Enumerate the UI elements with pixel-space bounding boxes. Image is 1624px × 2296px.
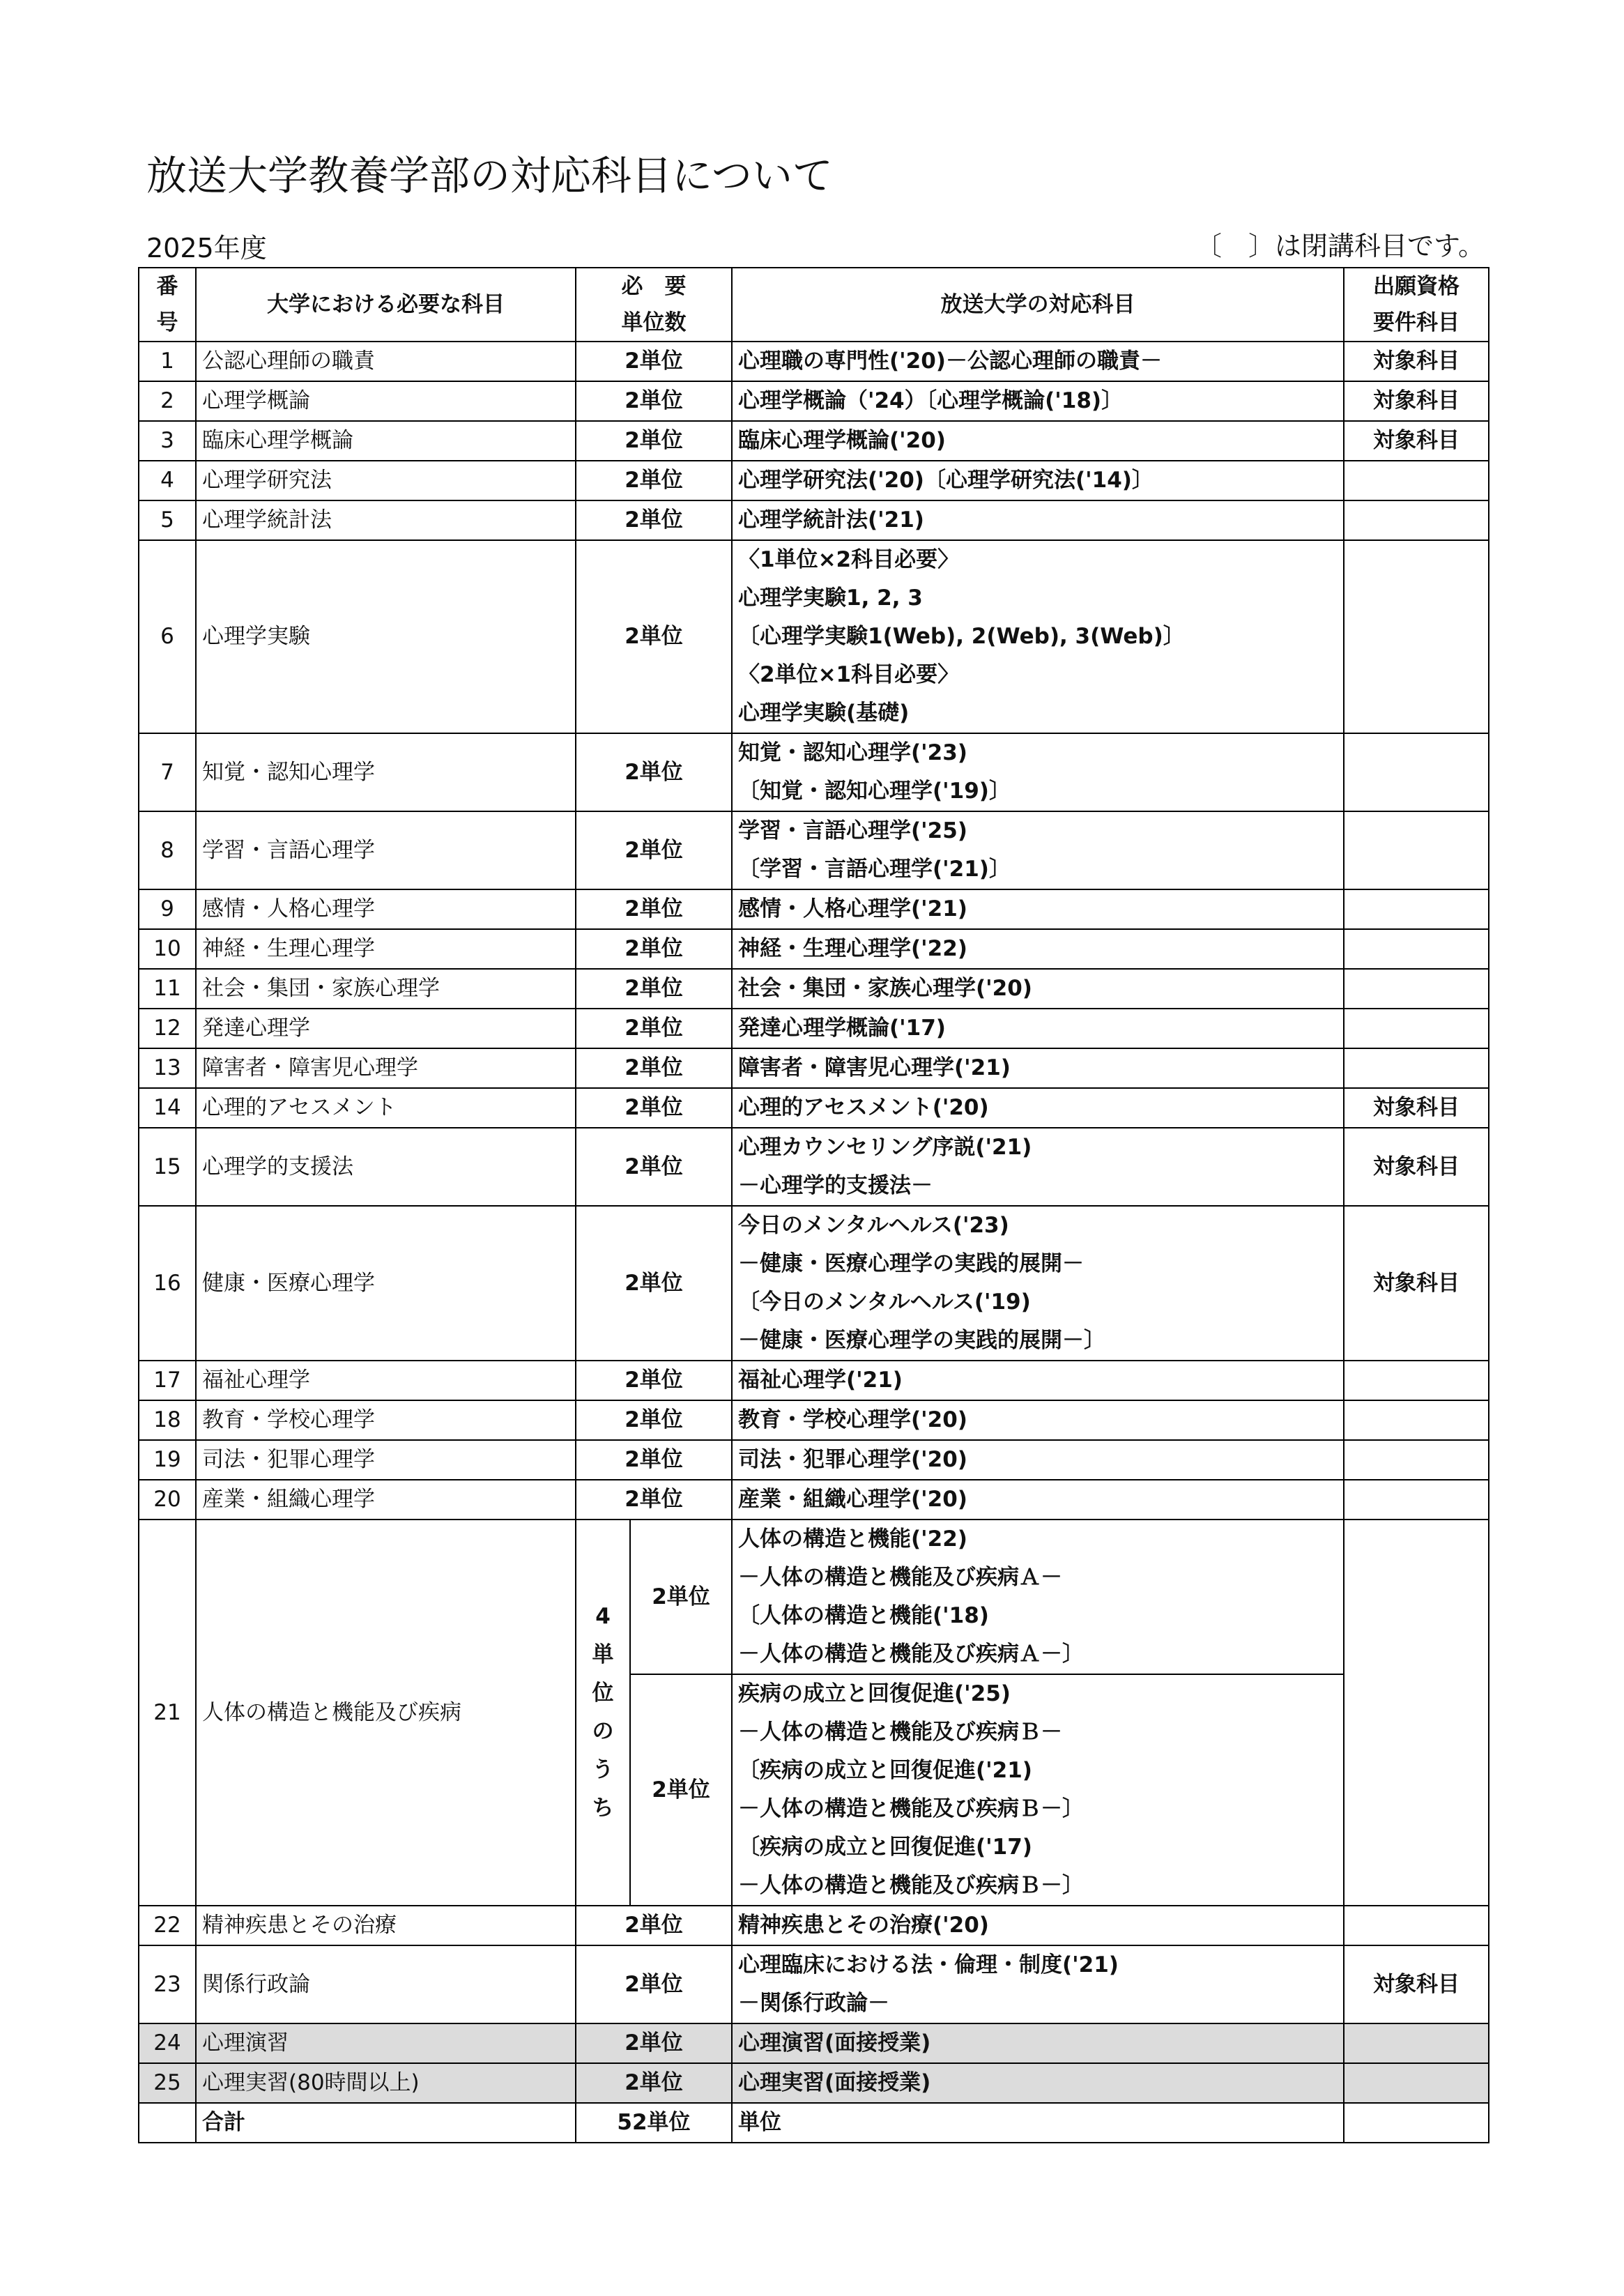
ous-course-line: －人体の構造と機能及び疾病Ｂ－〕 — [738, 1796, 1084, 1821]
required-units: 2単位 — [576, 1128, 732, 1206]
required-subject: 心理学的支援法 — [196, 1128, 576, 1206]
required-subject: 感情・人格心理学 — [196, 889, 576, 929]
required-units: 2単位 — [576, 1206, 732, 1361]
row-number: 21 — [139, 1520, 196, 1906]
required-subject: 教育・学校心理学 — [196, 1400, 576, 1440]
required-units: 2単位 — [576, 1440, 732, 1480]
vertical-char: の — [592, 1719, 614, 1744]
required-units: 2単位 — [576, 733, 732, 811]
ous-course-line: 心理学実験(基礎) — [738, 701, 910, 726]
ous-course-line: 心理学実験1, 2, 3 — [738, 586, 923, 611]
closed-course-note: 〔 〕は閉講科目です。 — [1195, 231, 1485, 261]
ous-course-line: 心理実習(面接授業) — [738, 2070, 931, 2095]
eligibility-flag: 対象科目 — [1344, 1945, 1489, 2023]
table-row — [139, 500, 1489, 540]
table-row — [139, 540, 1489, 733]
row-number: 10 — [139, 929, 196, 969]
row-number: 14 — [139, 1088, 196, 1128]
table-header-row — [139, 268, 1489, 342]
ous-course-line: 教育・学校心理学('20) — [738, 1407, 967, 1432]
eligibility-flag — [1344, 811, 1489, 889]
required-subject: 福祉心理学 — [196, 1361, 576, 1400]
required-subject: 学習・言語心理学 — [196, 811, 576, 889]
ous-course-cell — [732, 421, 1344, 461]
header-no: 番 号 — [139, 268, 196, 342]
total-ous-units: 単位 — [732, 2103, 1344, 2143]
ous-course-line: 〔疾病の成立と回復促進('17) — [738, 1835, 1032, 1860]
required-subject: 発達心理学 — [196, 1009, 576, 1048]
eligibility-flag: 対象科目 — [1344, 381, 1489, 421]
row-number: 1 — [139, 342, 196, 381]
table-row — [139, 1206, 1489, 1361]
ous-course-line: 心理学概論（'24）〔心理学概論('18)〕 — [738, 388, 1124, 413]
required-subject: 公認心理師の職責 — [196, 342, 576, 381]
required-units: 2単位 — [576, 889, 732, 929]
ous-course-line: 人体の構造と機能('22) — [738, 1526, 967, 1552]
ous-course-cell — [732, 1906, 1344, 1945]
table-row — [139, 1480, 1489, 1520]
required-subject: 産業・組織心理学 — [196, 1480, 576, 1520]
required-subject: 心理演習 — [196, 2023, 576, 2063]
eligibility-flag — [1344, 969, 1489, 1009]
eligibility-flag — [1344, 1520, 1489, 1906]
table-row — [139, 1400, 1489, 1440]
ous-course-line: 〔知覚・認知心理学('19)〕 — [738, 779, 1011, 804]
ous-course-cell — [732, 733, 1344, 811]
eligibility-flag — [1344, 1440, 1489, 1480]
required-units: 2単位 — [576, 1048, 732, 1088]
row-number: 16 — [139, 1206, 196, 1361]
required-units: 2単位 — [576, 500, 732, 540]
page-title: 放送大学教養学部の対応科目について — [146, 152, 833, 199]
row-number: 11 — [139, 969, 196, 1009]
row-number: 9 — [139, 889, 196, 929]
row-number: 19 — [139, 1440, 196, 1480]
ous-course-line: －健康・医療心理学の実践的展開－ — [738, 1251, 1084, 1276]
table-row — [139, 1009, 1489, 1048]
ous-course-cell — [732, 1440, 1344, 1480]
table-row — [139, 461, 1489, 500]
ous-course-line: －心理学的支援法－ — [738, 1173, 933, 1198]
required-units: 2単位 — [576, 811, 732, 889]
ous-course-cell — [732, 1674, 1344, 1906]
eligibility-flag — [1344, 929, 1489, 969]
ous-course-cell — [732, 1361, 1344, 1400]
required-units: 2単位 — [576, 421, 732, 461]
ous-course-cell — [732, 381, 1344, 421]
ous-course-line: 福祉心理学('21) — [738, 1368, 903, 1393]
vertical-char: 単 — [592, 1642, 614, 1667]
required-subject: 障害者・障害児心理学 — [196, 1048, 576, 1088]
required-units: 2単位 — [576, 1906, 732, 1945]
table-row — [139, 1440, 1489, 1480]
vertical-char: 4 — [595, 1604, 611, 1629]
required-subject: 司法・犯罪心理学 — [196, 1440, 576, 1480]
required-subject: 臨床心理学概論 — [196, 421, 576, 461]
header-units: 必 要 単位数 — [576, 268, 732, 342]
total-label: 合計 — [196, 2103, 576, 2143]
ous-course-line: 発達心理学概論('17) — [738, 1016, 946, 1041]
table-row — [139, 1361, 1489, 1400]
required-units: 2単位 — [576, 2023, 732, 2063]
ous-course-cell — [732, 461, 1344, 500]
table-row — [139, 889, 1489, 929]
eligibility-flag: 対象科目 — [1344, 421, 1489, 461]
row-number: 23 — [139, 1945, 196, 2023]
eligibility-flag: 対象科目 — [1344, 1128, 1489, 1206]
required-subject: 心理学研究法 — [196, 461, 576, 500]
required-subject: 心理学概論 — [196, 381, 576, 421]
ous-course-cell — [732, 969, 1344, 1009]
ous-course-line: 神経・生理心理学('22) — [738, 936, 967, 961]
eligibility-flag — [1344, 540, 1489, 733]
ous-course-cell — [732, 1520, 1344, 1674]
row-number: 25 — [139, 2063, 196, 2103]
ous-course-cell — [732, 1945, 1344, 2023]
fiscal-year: 2025年度 — [146, 233, 267, 263]
required-units: 2単位 — [576, 381, 732, 421]
table-row — [139, 929, 1489, 969]
total-row — [139, 2103, 1489, 2143]
total-empty-cell — [139, 2103, 196, 2143]
total-units: 52単位 — [576, 2103, 732, 2143]
required-subject: 神経・生理心理学 — [196, 929, 576, 969]
required-subject: 知覚・認知心理学 — [196, 733, 576, 811]
ous-course-cell — [732, 540, 1344, 733]
eligibility-flag — [1344, 1906, 1489, 1945]
row-number: 20 — [139, 1480, 196, 1520]
ous-course-line: 心理学統計法('21) — [738, 507, 924, 533]
ous-course-line: 感情・人格心理学('21) — [738, 896, 967, 921]
vertical-char: 位 — [592, 1681, 614, 1706]
course-correspondence-table — [138, 267, 1489, 2143]
row-number: 5 — [139, 500, 196, 540]
required-units: 2単位 — [576, 1945, 732, 2023]
ous-course-line: －関係行政論－ — [738, 1991, 889, 2016]
ous-course-line: 〔心理学実験1(Web), 2(Web), 3(Web)〕 — [738, 624, 1185, 649]
table-row — [139, 733, 1489, 811]
header-subject: 大学における必要な科目 — [196, 268, 576, 342]
ous-course-line: 心理カウンセリング序説('21) — [738, 1135, 1032, 1160]
ous-course-line: －健康・医療心理学の実践的展開－〕 — [738, 1328, 1105, 1353]
ous-course-line: 心理的アセスメント('20) — [738, 1095, 989, 1120]
ous-course-cell — [732, 889, 1344, 929]
eligibility-flag — [1344, 2063, 1489, 2103]
required-subject: 心理学実験 — [196, 540, 576, 733]
header-ous-course: 放送大学の対応科目 — [732, 268, 1344, 342]
table-row — [139, 2063, 1489, 2103]
table-row — [139, 1128, 1489, 1206]
row-number: 4 — [139, 461, 196, 500]
row-number: 13 — [139, 1048, 196, 1088]
row-number: 24 — [139, 2023, 196, 2063]
ous-course-cell — [732, 1206, 1344, 1361]
ous-course-line: 〈1単位×2科目必要〉 — [738, 547, 960, 572]
ous-course-cell — [732, 1048, 1344, 1088]
ous-course-line: －人体の構造と機能及び疾病Ｂ－〕 — [738, 1873, 1084, 1898]
ous-course-cell — [732, 2023, 1344, 2063]
required-units: 2単位 — [576, 1009, 732, 1048]
required-units: 2単位 — [630, 1674, 732, 1906]
vertical-char: ち — [592, 1796, 614, 1821]
row-number: 3 — [139, 421, 196, 461]
ous-course-line: －人体の構造と機能及び疾病Ａ－ — [738, 1565, 1062, 1590]
eligibility-flag: 対象科目 — [1344, 342, 1489, 381]
ous-course-line: 産業・組織心理学('20) — [738, 1487, 967, 1512]
required-subject: 社会・集団・家族心理学 — [196, 969, 576, 1009]
ous-course-line: 心理臨床における法・倫理・制度('21) — [738, 1952, 1119, 1977]
ous-course-line: 心理学研究法('20)〔心理学研究法('14)〕 — [738, 468, 1154, 493]
ous-course-line: 〔今日のメンタルヘルス('19) — [738, 1289, 1031, 1315]
table-row — [139, 1088, 1489, 1128]
table-row — [139, 1048, 1489, 1088]
required-subject: 人体の構造と機能及び疾病 — [196, 1520, 576, 1906]
vertical-char: う — [592, 1757, 614, 1782]
table-row — [139, 2023, 1489, 2063]
ous-course-cell — [732, 342, 1344, 381]
ous-course-line: 司法・犯罪心理学('20) — [738, 1447, 967, 1472]
ous-course-line: 心理演習(面接授業) — [738, 2030, 931, 2056]
ous-course-line: 〔人体の構造と機能('18) — [738, 1603, 989, 1628]
ous-course-line: －人体の構造と機能及び疾病Ｂ－ — [738, 1720, 1062, 1745]
table-row — [139, 1945, 1489, 2023]
ous-course-line: 〔疾病の成立と回復促進('21) — [738, 1758, 1032, 1783]
ous-course-line: 今日のメンタルヘルス('23) — [738, 1213, 1009, 1238]
ous-course-cell — [732, 500, 1344, 540]
ous-course-cell — [732, 2063, 1344, 2103]
table-row — [139, 381, 1489, 421]
eligibility-flag — [1344, 1400, 1489, 1440]
ous-course-line: 臨床心理学概論('20) — [738, 428, 946, 453]
units-of-four-label — [576, 1520, 630, 1906]
ous-course-cell — [732, 1009, 1344, 1048]
eligibility-flag: 対象科目 — [1344, 1088, 1489, 1128]
required-units: 2単位 — [576, 969, 732, 1009]
table-row — [139, 342, 1489, 381]
required-units: 2単位 — [576, 461, 732, 500]
ous-course-line: 障害者・障害児心理学('21) — [738, 1055, 1011, 1080]
total-eligibility-empty — [1344, 2103, 1489, 2143]
ous-course-line: 〈2単位×1科目必要〉 — [738, 662, 960, 687]
eligibility-flag — [1344, 461, 1489, 500]
ous-course-line: 学習・言語心理学('25) — [738, 818, 967, 843]
header-eligibility: 出願資格 要件科目 — [1344, 268, 1489, 342]
eligibility-flag — [1344, 733, 1489, 811]
required-subject: 関係行政論 — [196, 1945, 576, 2023]
ous-course-line: 精神疾患とその治療('20) — [738, 1913, 989, 1938]
ous-course-line: 社会・集団・家族心理学('20) — [738, 976, 1032, 1001]
row-number: 8 — [139, 811, 196, 889]
ous-course-cell — [732, 1480, 1344, 1520]
ous-course-cell — [732, 1400, 1344, 1440]
required-subject: 心理的アセスメント — [196, 1088, 576, 1128]
row-number: 22 — [139, 1906, 196, 1945]
row-number: 18 — [139, 1400, 196, 1440]
eligibility-flag — [1344, 889, 1489, 929]
table-row — [139, 1520, 1489, 1674]
required-units: 2単位 — [576, 1088, 732, 1128]
eligibility-flag — [1344, 1361, 1489, 1400]
row-number: 12 — [139, 1009, 196, 1048]
required-units: 2単位 — [576, 1361, 732, 1400]
ous-course-cell — [732, 929, 1344, 969]
required-subject: 心理学統計法 — [196, 500, 576, 540]
ous-course-line: －人体の構造と機能及び疾病Ａ－〕 — [738, 1641, 1084, 1667]
required-subject: 心理実習(80時間以上) — [196, 2063, 576, 2103]
ous-course-line: 知覚・認知心理学('23) — [738, 740, 967, 765]
eligibility-flag — [1344, 1480, 1489, 1520]
ous-course-cell — [732, 811, 1344, 889]
required-units: 2単位 — [576, 540, 732, 733]
table-row — [139, 811, 1489, 889]
required-units: 2単位 — [630, 1520, 732, 1674]
eligibility-flag — [1344, 1048, 1489, 1088]
row-number: 2 — [139, 381, 196, 421]
row-number: 6 — [139, 540, 196, 733]
table-row — [139, 1906, 1489, 1945]
eligibility-flag — [1344, 2023, 1489, 2063]
eligibility-flag: 対象科目 — [1344, 1206, 1489, 1361]
required-subject: 健康・医療心理学 — [196, 1206, 576, 1361]
row-number: 15 — [139, 1128, 196, 1206]
eligibility-flag — [1344, 1009, 1489, 1048]
row-number: 7 — [139, 733, 196, 811]
required-subject: 精神疾患とその治療 — [196, 1906, 576, 1945]
required-units: 2単位 — [576, 342, 732, 381]
required-units: 2単位 — [576, 2063, 732, 2103]
required-units: 2単位 — [576, 929, 732, 969]
required-units: 2単位 — [576, 1480, 732, 1520]
table-row — [139, 969, 1489, 1009]
required-units: 2単位 — [576, 1400, 732, 1440]
table-row — [139, 421, 1489, 461]
row-number: 17 — [139, 1361, 196, 1400]
ous-course-line: 心理職の専門性('20)－公認心理師の職責－ — [738, 349, 1162, 374]
ous-course-line: 疾病の成立と回復促進('25) — [738, 1681, 1011, 1706]
ous-course-cell — [732, 1128, 1344, 1206]
ous-course-line: 〔学習・言語心理学('21)〕 — [738, 857, 1011, 882]
ous-course-cell — [732, 1088, 1344, 1128]
eligibility-flag — [1344, 500, 1489, 540]
